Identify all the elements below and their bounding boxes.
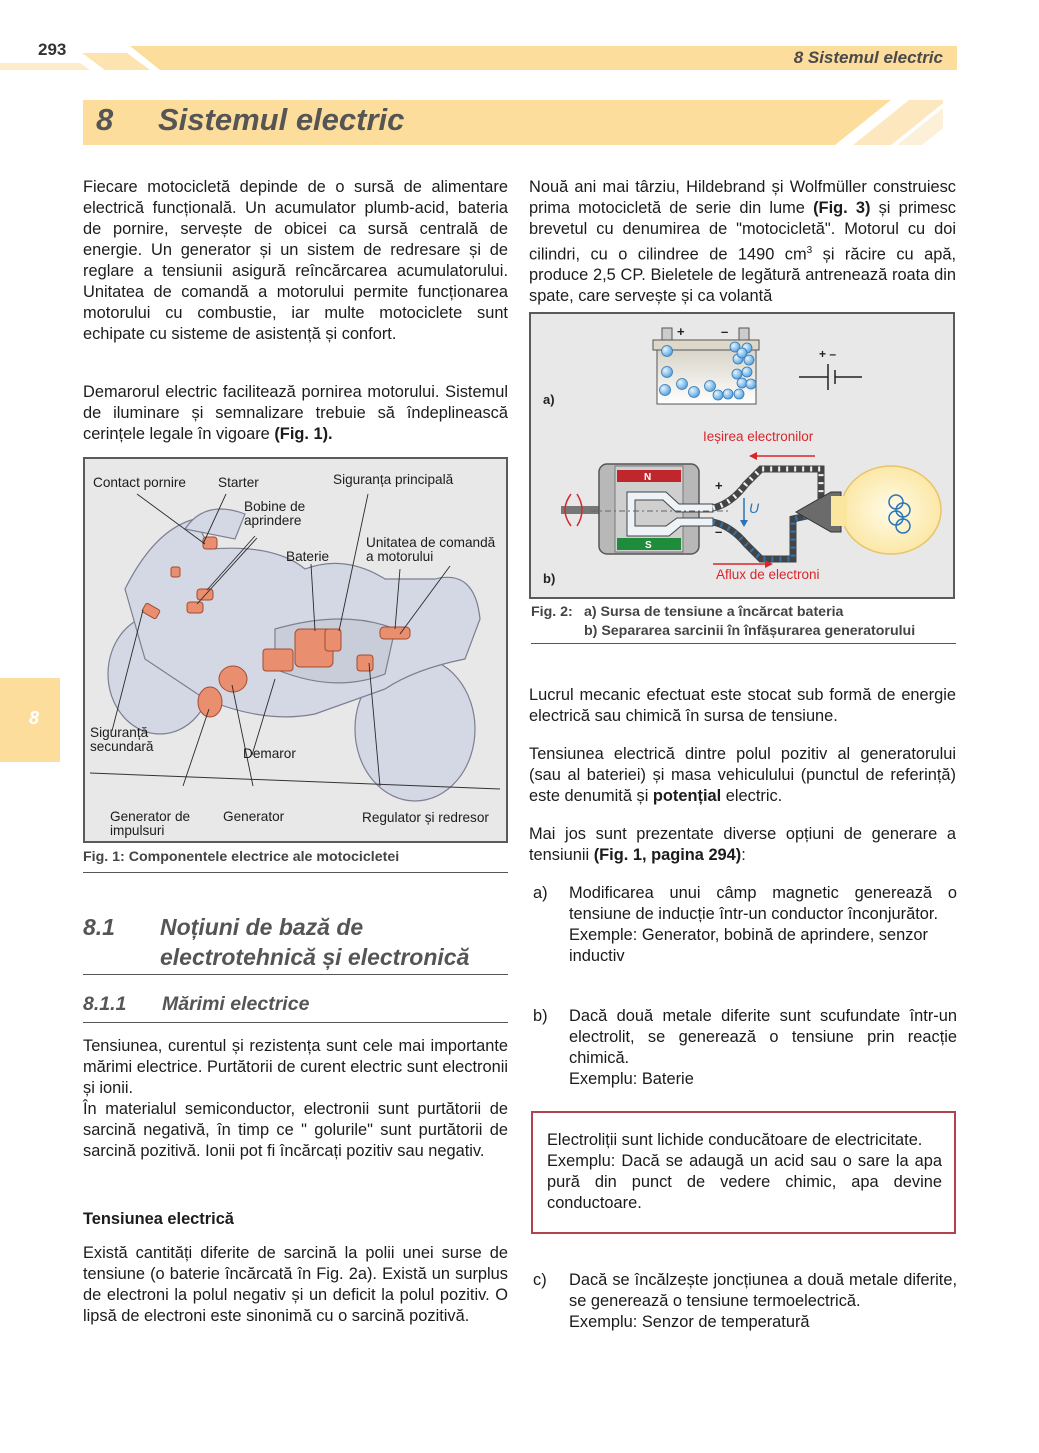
fig1-page294-reference[interactable]: (Fig. 1, pagina 294) <box>593 846 742 864</box>
history-paragraph: Nouă ani mai târziu, Hildebrand și Wolfmüller construiesc prima motocicletă de serie din lume (Fig. 3) și primesc brevetul cu denumirea de "motocicletă". Motorul cu doi cilindri, cu o cilindree de 1490 $cm^3$ și răcire cu apă, produce 2,5 CP. Bieletele de legătură antrenează roata din spate, care servește și ca volantă <box>529 178 957 306</box>
svg-text:+: + <box>677 324 685 339</box>
svg-text:+ –: + – <box>819 347 837 361</box>
battery-icon <box>653 328 759 404</box>
options-paragraph: Mai jos sunt prezentate diverse opțiuni de generare a tensiunii (Fig. 1, pagina 294): <box>529 825 956 864</box>
chapter-number: 8 <box>96 102 114 137</box>
quantities-paragraph: Tensiunea, curentul și rezistența sunt cele mai importante mărimi electrice. Purtătorii de curent electric sunt electronii și ionii. <box>83 1037 508 1097</box>
section-8-1-number: 8.1 <box>83 914 115 940</box>
label-demaror: Demaror <box>243 746 296 761</box>
figure-2-caption-b: b) Separarea sarcinii în înfășurarea generatorului <box>584 623 916 639</box>
mechanical-work-paragraph: Lucrul mecanic efectuat este stocat sub formă de energie electrică sau chimică în sursa de tensiune. <box>529 686 956 725</box>
label-bobine-2: aprindere <box>244 513 302 528</box>
chapter-title: Sistemul electric <box>158 102 405 137</box>
label-generator-impulsuri-1: Generator de <box>110 809 191 824</box>
label-siguranta-principala: Siguranța principală <box>333 472 454 487</box>
section-8-1-title-line2: electrotehnică și electronică <box>160 944 470 970</box>
potential-paragraph: Tensiunea electrică dintre polul pozitiv al generatorului (sau al bateriei) și masa vehiculului (punctul de referință) este denumită și potențial electric. <box>529 745 956 805</box>
semiconductor-paragraph: În materialul semiconductor, electronii sunt purtătorii de sarcină negativă, în timp ce " golurile" sunt purtătorii de sarcină pozitivă. Ionii pot fi încărcați pozitiv sau negativ. <box>83 1100 508 1160</box>
label-baterie: Baterie <box>286 549 330 564</box>
figure-1-rule <box>83 872 508 873</box>
voltage-diagram <box>531 314 953 597</box>
intro-paragraph: Fiecare motocicletă depinde de o sursă de alimentare electrică funcțională. Un acumulator plumb-acid, bateria de pornire, servește de obicei ca sursă centrală de energie. Un generator și un sistem de redresare și de reglare a tensiunii asigură reîncărcarea acumulatorului. Unitatea de comandă a motorului permite funcționarea motorului cu combustie, iar multe motociclete sunt echipate cu sisteme de asistență și confort. <box>83 178 508 343</box>
figure-1-caption: Fig. 1: Componentele electrice ale motocicletei <box>83 849 400 865</box>
note-line-1: Electroliții sunt lichide conducătoare de electricitate. <box>547 1131 923 1149</box>
svg-text:+: + <box>715 478 723 493</box>
list-marker: c) <box>533 1271 547 1289</box>
fig3-reference[interactable]: (Fig. 3) <box>813 199 871 217</box>
svg-text:–: – <box>721 324 729 339</box>
svg-text:b): b) <box>543 571 556 586</box>
svg-text:a): a) <box>543 392 555 407</box>
chapter-side-tab[interactable] <box>0 678 60 762</box>
svg-text:N: N <box>644 472 652 483</box>
label-contact-pornire: Contact pornire <box>93 475 186 490</box>
electrolyte-note-box <box>531 1111 956 1234</box>
label-siguranta-secundara-1: Siguranță <box>90 725 149 740</box>
running-title: 8 Sistemul electric <box>793 48 943 67</box>
label-siguranta-secundara-2: secundară <box>90 739 154 754</box>
section-8-1-1-title: Mărimi electrice <box>162 993 310 1015</box>
battery-symbol-icon <box>799 364 862 390</box>
svg-text:U: U <box>749 500 760 516</box>
figure-2-voltage-source <box>529 312 955 599</box>
svg-text:S: S <box>645 540 652 551</box>
note-line-2: Exemplu: Dacă se adaugă un acid sau o sare la apa pură din punct de vedere chimic, apa devine conductoare. <box>547 1152 942 1212</box>
voltage-paragraph: Există cantități diferite de sarcină la polii unei surse de tensiune (o baterie încărcată în Fig. 2a). Există un surplus de electroni la polul negativ și un deficit la polul pozitiv. O lipsă de electroni este sinonimă cu o sarcină pozitivă. <box>83 1244 508 1325</box>
side-tab-label: 8 <box>29 708 40 728</box>
page-number: 293 <box>38 40 67 59</box>
label-generator-impulsuri-2: impulsuri <box>110 823 165 838</box>
figure-2-caption-a: a) Sursa de tensiune a încărcat bateria <box>584 604 844 620</box>
section-8-1-1-rule <box>83 1022 508 1023</box>
section-8-1-rule <box>83 974 508 975</box>
section-8-1-title-line1: Noțiuni de bază de <box>160 914 364 940</box>
list-marker: b) <box>533 1007 548 1025</box>
fig1-reference[interactable]: (Fig. 1). <box>274 425 333 443</box>
subheading-tensiunea-electrica: Tensiunea electrică <box>83 1210 234 1228</box>
label-unitatea-1: Unitatea de comandă <box>366 535 496 550</box>
section-8-1-1-number: 8.1.1 <box>83 993 127 1015</box>
figure-2-caption-prefix: Fig. 2: <box>531 604 573 620</box>
label-bobine-1: Bobine de <box>244 499 306 514</box>
svg-text:–: – <box>715 524 723 539</box>
label-regulator: Regulator și redresor <box>362 810 489 825</box>
svg-text:Ieșirea electronilor: Ieșirea electronilor <box>703 429 814 444</box>
svg-text:Aflux de electroni: Aflux de electroni <box>716 567 820 582</box>
figure-1-motorcycle <box>83 457 508 843</box>
list-marker: a) <box>533 884 548 902</box>
starter-paragraph: Demarorul electric facilitează pornirea motorului. Sistemul de iluminare și semnalizare trebuie să îndeplinească cerințele legale în vigoare (Fig. 1). <box>83 383 508 443</box>
label-generator: Generator <box>223 809 285 824</box>
label-starter: Starter <box>218 475 259 490</box>
figure-2-rule <box>531 643 956 644</box>
label-unitatea-2: a motorului <box>366 549 434 564</box>
potential-term: potențial <box>652 787 722 805</box>
